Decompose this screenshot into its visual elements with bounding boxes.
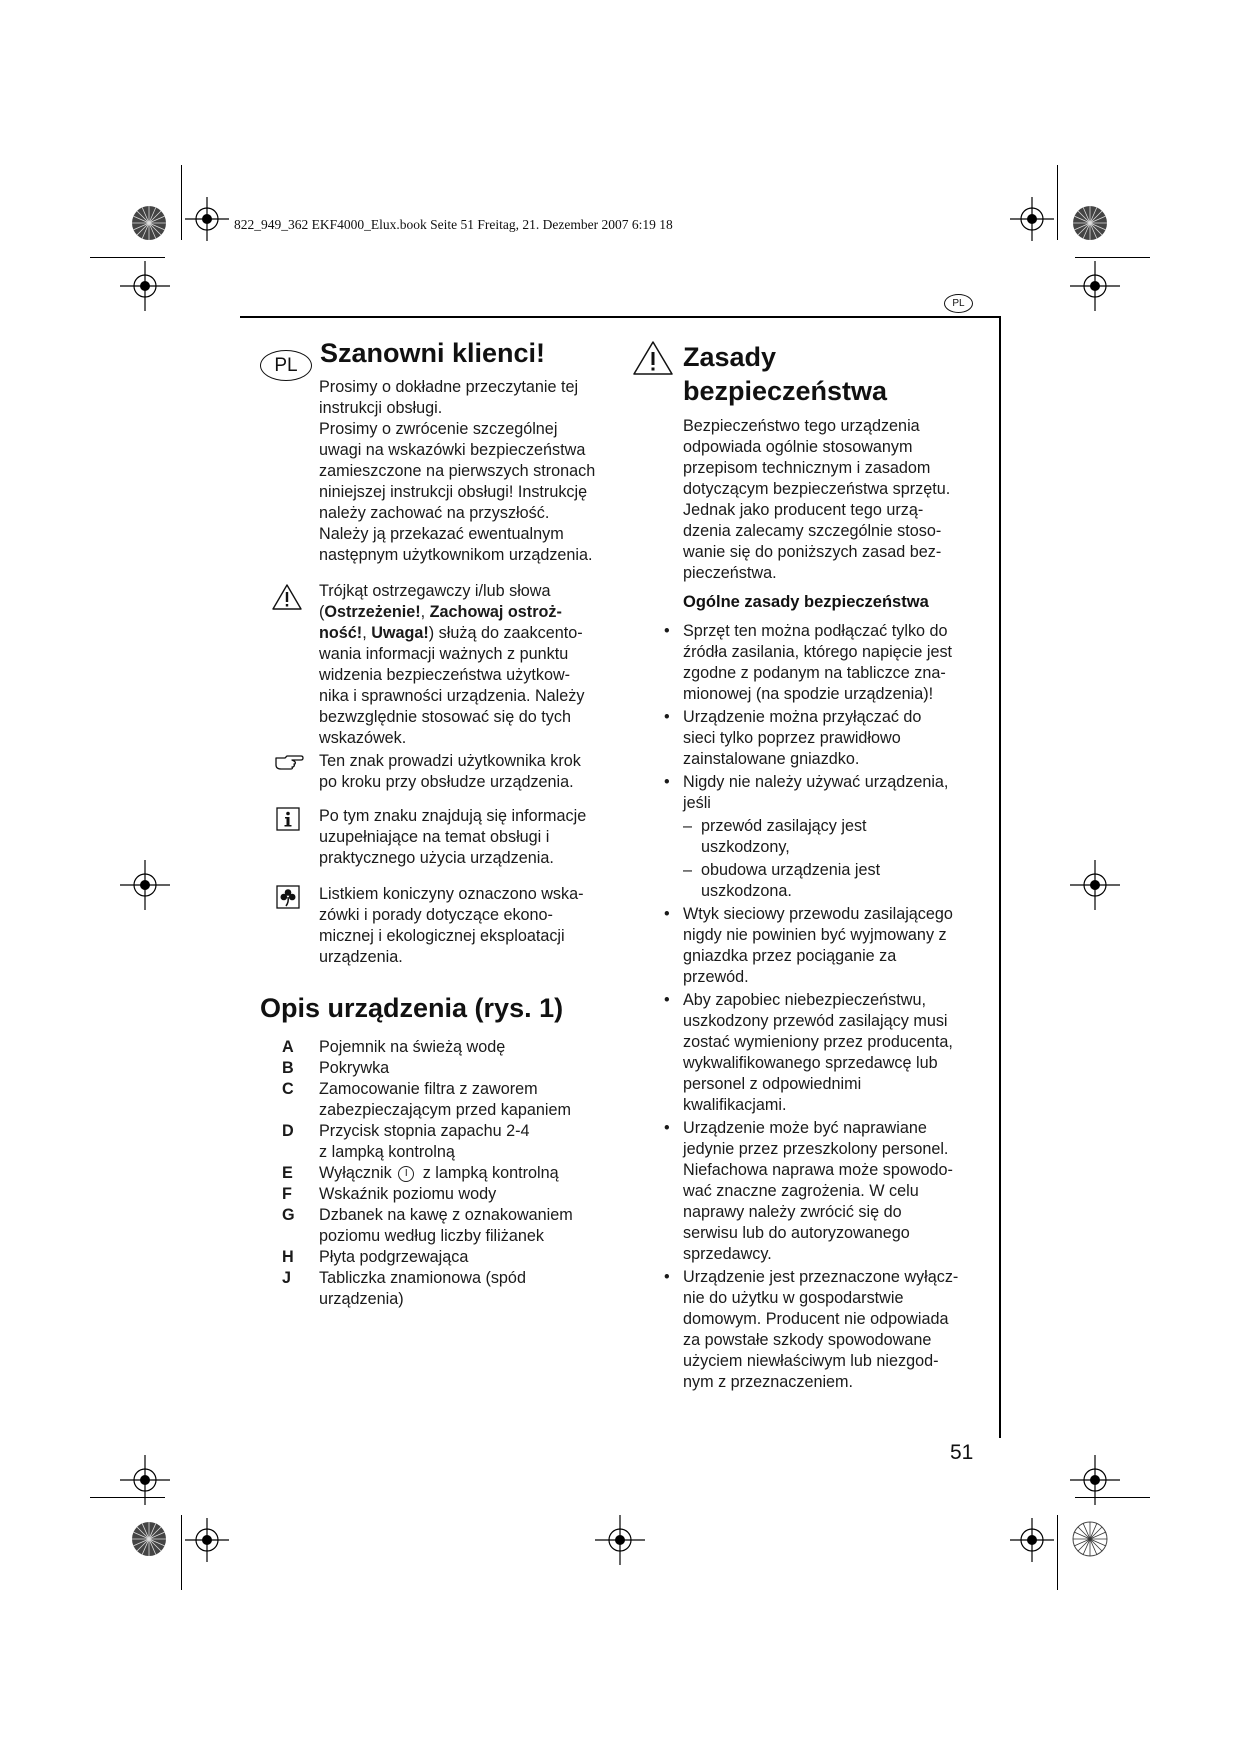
part-text: Przycisk stopnia zapachu 2-4 [319, 1122, 530, 1140]
text-line: kwalifikacjami. [683, 1096, 787, 1114]
text-line: • Aby zapobiec niebezpieczeństwu, [683, 991, 926, 1009]
text-line: przepisom technicznym i zasadom [683, 459, 931, 477]
part-item [282, 1079, 622, 1121]
part-text: zabezpieczającym przed kapaniem [319, 1101, 571, 1119]
clover-leaf-icon [276, 885, 300, 909]
parts-list [282, 1037, 622, 1310]
eco-paragraph [319, 884, 619, 968]
title-line: bezpieczeństwa [683, 376, 888, 406]
frame-right-line [999, 316, 1001, 1438]
text-line: źródła zasilania, którego napięcie jest [683, 643, 953, 661]
list-item [664, 707, 984, 770]
text-line: nie do użytku w gospodarstwie [683, 1289, 904, 1307]
text-line: serwisu lub do autoryzowanego [683, 1224, 910, 1242]
crop-mark [181, 165, 182, 240]
registration-mark-icon [1070, 860, 1120, 910]
part-letter: E [282, 1164, 293, 1182]
text-line: użyciem niewłaściwym lub niezgod- [683, 1352, 939, 1370]
part-item [282, 1184, 622, 1205]
text-line: Ten znak prowadzi użytkownika krok [319, 752, 581, 770]
section-title-safety-rules [683, 340, 887, 408]
text-line: Prosimy o dokładne przeczytanie tej [319, 378, 579, 396]
list-item [664, 1267, 984, 1393]
bold-keyword: Ostrzeżenie! [324, 603, 421, 621]
color-rosette-icon [1072, 1521, 1108, 1557]
text-line: uwagi na wskazówki bezpieczeństwa [319, 441, 586, 459]
part-text-pre: Wyłącznik [319, 1164, 392, 1182]
warning-paragraph [319, 581, 619, 749]
safety-intro-paragraph [683, 416, 983, 584]
part-letter: G [282, 1206, 295, 1224]
part-text: Tabliczka znamionowa (spód [319, 1269, 526, 1287]
part-item [282, 1205, 622, 1247]
registration-mark-icon [120, 1455, 170, 1505]
text-line: sieci tylko poprzez prawidłowo [683, 729, 901, 747]
registration-mark-icon [120, 261, 170, 311]
part-text: Pojemnik na świeżą wodę [319, 1038, 506, 1056]
text-line: bezwzględnie stosować się do tych [319, 708, 571, 726]
language-badge-top: PL [944, 294, 973, 313]
text-line: uzupełniające na temat obsługi i [319, 828, 550, 846]
text-line: przewód. [683, 968, 749, 986]
part-text: Płyta podgrzewająca [319, 1248, 469, 1266]
bold-keyword: Zachowaj ostroż- [429, 603, 562, 621]
text-line: zgodne z podanym na tabliczce zna- [683, 664, 946, 682]
text-line: nigdy nie powinien być wyjmowany z [683, 926, 947, 944]
part-text: Wskaźnik poziomu wody [319, 1185, 497, 1203]
part-letter: F [282, 1185, 292, 1203]
registration-mark-icon [1070, 261, 1120, 311]
part-item [282, 1121, 622, 1163]
text-line: • Nigdy nie należy używać urządzenia, [683, 773, 949, 791]
text-line: nym z przeznaczeniem. [683, 1373, 854, 1391]
part-text-post: z lampką kontrolną [422, 1164, 559, 1182]
text-line: zówki i porady dotyczące ekono- [319, 906, 553, 924]
part-text: poziomu według liczby filiżanek [319, 1227, 544, 1245]
text-fragment: ( [319, 603, 325, 621]
registration-mark-icon [1010, 1518, 1054, 1562]
language-badge: PL [260, 350, 312, 381]
crop-mark [1057, 1515, 1058, 1590]
text-line: praktycznego użycia urządzenia. [319, 849, 554, 867]
list-item [664, 621, 984, 705]
registration-mark-icon [1070, 1455, 1120, 1505]
part-letter: C [282, 1080, 294, 1098]
part-item [282, 1037, 622, 1058]
text-line: wać znaczne zagrożenia. W celu [683, 1182, 919, 1200]
frame-top-line [240, 316, 1000, 318]
text-line: • Sprzęt ten można podłączać tylko do [683, 622, 948, 640]
text-line: • Wtyk sieciowy przewodu zasilającego [683, 905, 953, 923]
part-item [282, 1058, 622, 1079]
part-item [282, 1163, 622, 1184]
general-safety-subheading: Ogólne zasady bezpieczeństwa [683, 593, 929, 611]
text-line: • Urządzenie może być naprawiane [683, 1119, 927, 1137]
part-text: Zamocowanie filtra z zaworem [319, 1080, 538, 1098]
text-line: Bezpieczeństwo tego urządzenia [683, 417, 920, 435]
page-number: 51 [950, 1441, 974, 1464]
color-rosette-icon [131, 1521, 167, 1557]
registration-mark-icon [185, 197, 229, 241]
sub-list-item [683, 860, 984, 902]
part-item [282, 1268, 622, 1310]
crop-mark [1057, 165, 1058, 240]
text-line: Niefachowa naprawa może spowodo- [683, 1161, 953, 1179]
list-item [664, 772, 984, 902]
part-text: Dzbanek na kawę z oznakowaniem [319, 1206, 573, 1224]
text-line: za powstałe szkody spowodowane [683, 1331, 932, 1349]
text-line: nika i sprawności urządzenia. Należy [319, 687, 585, 705]
part-text: Pokrywka [319, 1059, 390, 1077]
book-print-info: 822_949_362 EKF4000_Elux.book Seite 51 Freitag, 21. Dezember 2007 6:19 18 [234, 217, 673, 232]
warning-triangle-icon [271, 583, 303, 611]
section-title-dear-customers: Szanowni klienci! [320, 338, 546, 368]
text-line: wykwalifikowanego sprzedawcę lub [683, 1054, 938, 1072]
registration-mark-icon [595, 1515, 645, 1565]
info-icon [276, 807, 300, 831]
bold-keyword: Uwaga! [371, 624, 429, 642]
text-line: – obudowa urządzenia jest [701, 861, 881, 879]
text-line: • Urządzenie jest przeznaczone wyłącz- [683, 1268, 959, 1286]
part-text: z lampką kontrolną [319, 1143, 455, 1161]
text-line: widzenia bezpieczeństwa użytkow- [319, 666, 571, 684]
part-text [319, 1163, 559, 1184]
text-fragment: ) służą do zaakcento- [428, 624, 583, 642]
list-item [664, 904, 984, 988]
section-title-device-description: Opis urządzenia (rys. 1) [260, 993, 564, 1023]
text-line: Jednak jako producent tego urzą- [683, 501, 924, 519]
sub-list-item [683, 816, 984, 858]
text-line: zainstalowane gniazdko. [683, 750, 860, 768]
text-line [319, 623, 619, 644]
color-rosette-icon [1072, 205, 1108, 241]
text-line: należy zachować na przyszłość. [319, 504, 550, 522]
part-text: urządzenia) [319, 1290, 404, 1308]
text-line: dotyczącym bezpieczeństwa sprzętu. [683, 480, 951, 498]
part-letter: H [282, 1248, 294, 1266]
warning-triangle-icon [632, 340, 674, 376]
part-letter: J [282, 1269, 292, 1287]
info-paragraph [319, 806, 619, 869]
text-line: zostać wymieniony przez producenta, [683, 1033, 953, 1051]
text-line: Trójkąt ostrzegawczy i/lub słowa [319, 582, 551, 600]
title-line: Zasady [683, 342, 777, 372]
part-letter: A [282, 1038, 294, 1056]
text-line: dzenia zalecamy szczególnie stoso- [683, 522, 942, 540]
text-line: Należy ją przekazać ewentualnym [319, 525, 564, 543]
registration-mark-icon [120, 860, 170, 910]
list-item [664, 1118, 984, 1265]
text-line: – przewód zasilający jest [701, 817, 867, 835]
text-line: pieczeństwa. [683, 564, 777, 582]
text-line: jeśli [683, 794, 711, 812]
text-line: mionowej (na spodzie urządzenia)! [683, 685, 934, 703]
step-paragraph [319, 751, 619, 793]
text-line: Po tym znaku znajdują się informacje [319, 807, 587, 825]
bold-keyword: ność! [319, 624, 363, 642]
power-switch-icon: I [398, 1166, 414, 1182]
text-line: odpowiada ogólnie stosowanym [683, 438, 913, 456]
pointing-hand-icon [274, 754, 304, 772]
crop-mark [1075, 257, 1150, 258]
text-line: uszkodzony przewód zasilający musi [683, 1012, 948, 1030]
text-line: Listkiem koniczyny oznaczono wska- [319, 885, 584, 903]
text-line: naprawy należy zwrócić się do [683, 1203, 902, 1221]
registration-mark-icon [185, 1518, 229, 1562]
text-line: instrukcji obsługi. [319, 399, 443, 417]
text-line: wanie się do poniższych zasad bez- [683, 543, 942, 561]
part-item [282, 1247, 622, 1268]
text-fragment: , [362, 624, 372, 642]
text-line: zamieszczone na pierwszych stronach [319, 462, 596, 480]
text-line [319, 602, 619, 623]
text-line: jedynie przez przeszkolony personel. [683, 1140, 949, 1158]
intro-paragraph [319, 377, 619, 566]
text-line: sprzedawcy. [683, 1245, 772, 1263]
text-line: urządzenia. [319, 948, 403, 966]
text-line: uszkodzona. [701, 882, 792, 900]
safety-bullet-list [664, 621, 984, 1395]
list-item [664, 990, 984, 1116]
crop-mark [181, 1515, 182, 1590]
text-line: • Urządzenie można przyłączać do [683, 708, 922, 726]
text-line: uszkodzony, [701, 838, 790, 856]
text-line: niniejszej instrukcji obsługi! Instrukcję [319, 483, 588, 501]
text-line: Prosimy o zwrócenie szczególnej [319, 420, 558, 438]
crop-mark [90, 257, 165, 258]
text-line: micznej i ekologicznej eksploatacji [319, 927, 565, 945]
text-line: wania informacji ważnych z punktu [319, 645, 569, 663]
sub-list [683, 816, 984, 902]
text-line: wskazówek. [319, 729, 407, 747]
part-letter: B [282, 1059, 294, 1077]
text-line: gniazdka przez pociąganie za [683, 947, 897, 965]
text-line: następnym użytkownikom urządzenia. [319, 546, 593, 564]
text-line: po kroku przy obsłudze urządzenia. [319, 773, 574, 791]
text-line: domowym. Producent nie odpowiada [683, 1310, 949, 1328]
registration-mark-icon [1010, 197, 1054, 241]
text-line: personel z odpowiednimi [683, 1075, 862, 1093]
color-rosette-icon [131, 205, 167, 241]
part-letter: D [282, 1122, 294, 1140]
text-fragment: , [420, 603, 430, 621]
